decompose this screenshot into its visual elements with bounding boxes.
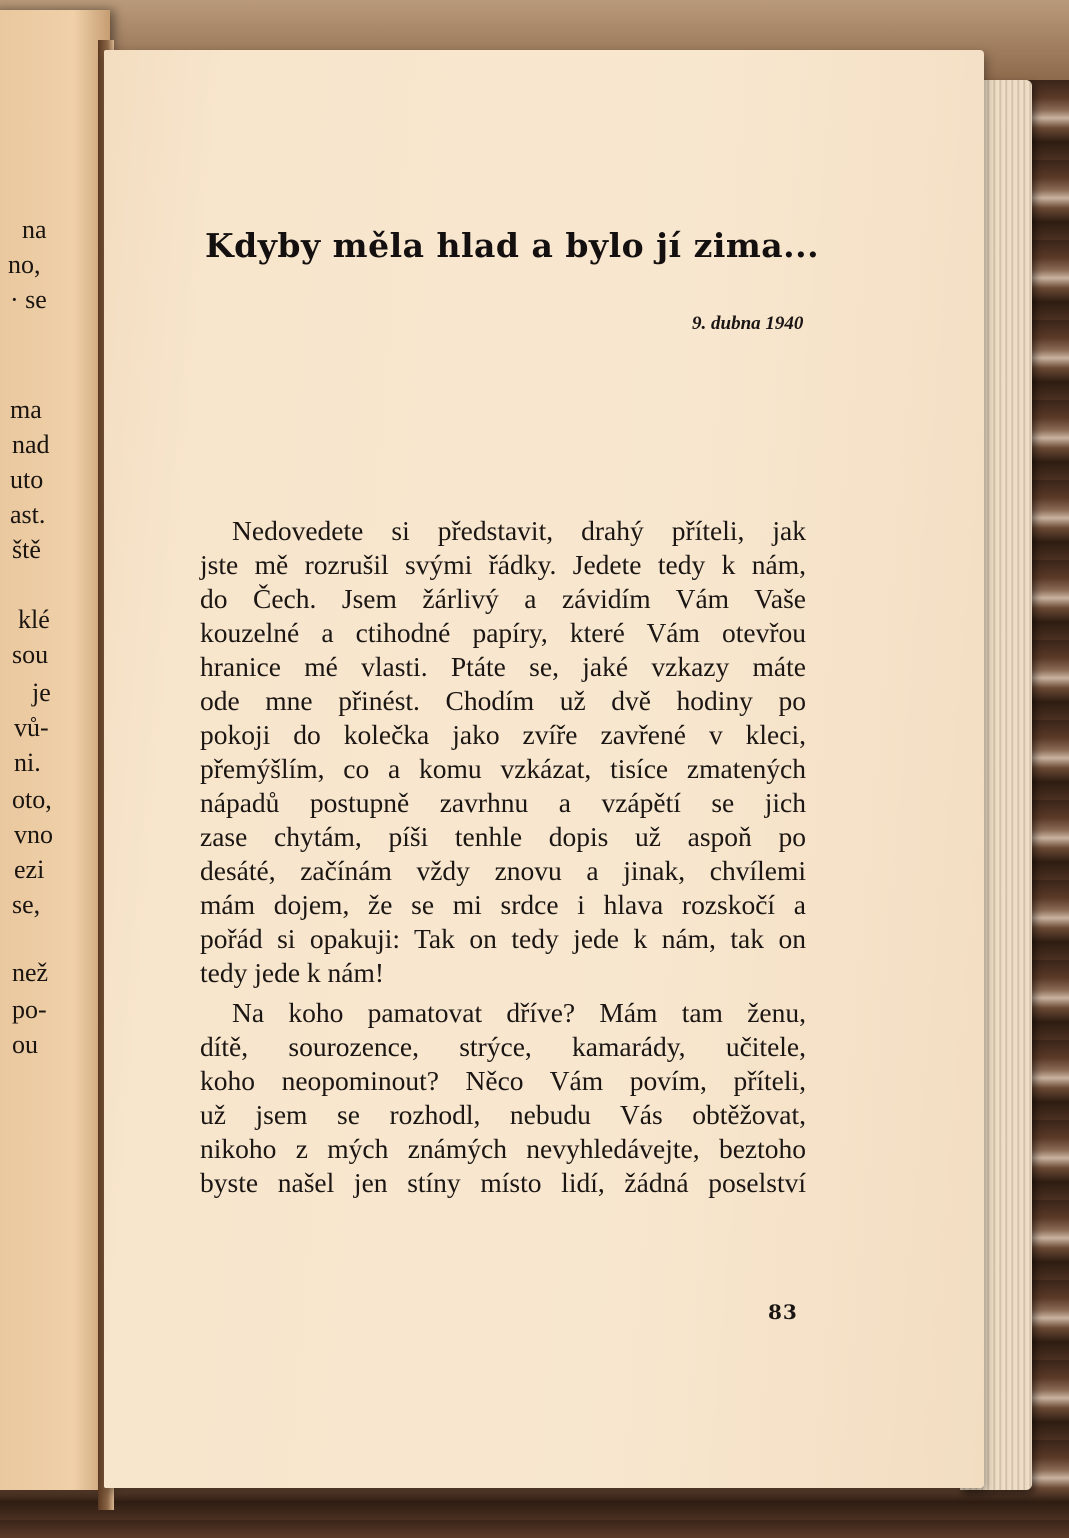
- left-page-fragment: ast.: [10, 500, 46, 529]
- chapter-date: 9. dubna 1940: [692, 313, 804, 334]
- text-line: mám dojem, že se mi srdce i hlava rozskočí a: [200, 889, 806, 920]
- text-line: byste našel jen stíny místo lidí, žádná poselství: [200, 1167, 806, 1198]
- text-line: už jsem se rozhodl, nebudu Vás obtěžovat,: [200, 1099, 806, 1130]
- text-line: do Čech. Jsem žárlivý a závidím Vám Vaše: [200, 583, 806, 614]
- text-line: tedy jede k nám!: [200, 957, 385, 988]
- left-page-fragment: ou: [12, 1030, 38, 1059]
- left-page-fragment: nad: [12, 430, 50, 459]
- left-book-page: [0, 10, 110, 1490]
- left-page-fragment: než: [12, 958, 49, 987]
- left-page-fragment: klé: [18, 605, 50, 634]
- left-page-fragment: ni.: [14, 748, 41, 777]
- left-page-fragment: sou: [12, 640, 49, 669]
- left-page-fragment: na: [22, 215, 47, 244]
- text-line: pořád si opakuji: Tak on tedy jede k nám, tak on: [200, 923, 806, 954]
- text-line: Nedovedete si představit, drahý příteli, jak: [232, 515, 806, 546]
- left-page-fragment: no,: [8, 250, 41, 279]
- text-line: desáté, začínám vždy znovu a jinak, chvílemi: [200, 855, 806, 886]
- left-page-fragment: uto: [10, 465, 44, 494]
- text-line: ode mne přinést. Chodím už dvě hodiny po: [200, 685, 806, 716]
- left-page-fragment: · se: [10, 285, 47, 314]
- left-page-fragment: je: [32, 678, 51, 707]
- left-page-fragment: ezi: [14, 855, 45, 884]
- left-page-fragment: ště: [12, 535, 41, 564]
- left-page-fragment: vů-: [14, 713, 49, 742]
- text-line: pokoji do kolečka jako zvíře zavřené v kleci,: [200, 719, 806, 750]
- chapter-title: Kdyby měla hlad a bylo jí zima...: [205, 226, 820, 265]
- left-page-fragment: po-: [12, 995, 47, 1024]
- paragraph: [200, 514, 806, 990]
- text-line: nikoho z mých známých nevyhledávejte, beztoho: [200, 1133, 806, 1164]
- left-page-fragment: ma: [10, 395, 42, 424]
- left-page-fragment: vno: [14, 820, 53, 849]
- text-line: Na koho pamatovat dříve? Mám tam ženu,: [232, 997, 806, 1028]
- text-line: koho neopominout? Něco Vám povím, příteli,: [200, 1065, 806, 1096]
- body-text: [200, 514, 806, 1200]
- text-line: hranice mé vlasti. Ptáte se, jaké vzkazy máte: [200, 651, 806, 682]
- left-page-fragment: oto,: [12, 785, 52, 814]
- text-line: přemýšlím, co a komu vzkázat, tisíce zmatených: [200, 753, 806, 784]
- paragraph: [200, 996, 806, 1200]
- text-line: dítě, sourozence, strýce, kamarády, učitele,: [200, 1031, 806, 1062]
- text-line: nápadů postupně zavrhnu a vzápětí se jich: [200, 787, 806, 818]
- text-line: jste mě rozrušil svými řádky. Jedete tedy k nám,: [200, 549, 806, 580]
- page-number: 83: [768, 1300, 798, 1324]
- text-line: zase chytám, píši tenhle dopis už aspoň po: [200, 821, 806, 852]
- left-page-fragment: se,: [12, 890, 41, 919]
- text-line: kouzelné a ctihodné papíry, které Vám otevřou: [200, 617, 806, 648]
